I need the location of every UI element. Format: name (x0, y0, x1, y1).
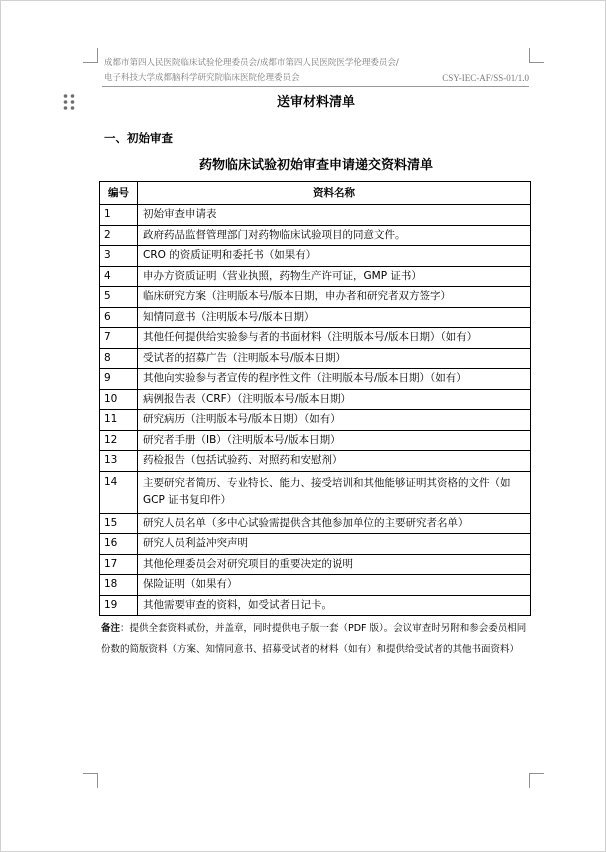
row-number: 13 (100, 451, 138, 472)
row-document-name: 受试者的招募广告（注明版本号/版本日期） (138, 348, 531, 369)
table-row (100, 225, 531, 246)
table-row (100, 451, 531, 472)
table-row (100, 410, 531, 431)
row-number: 11 (100, 410, 138, 431)
row-number: 8 (100, 348, 138, 369)
page-header-line-1: 成都市第四人民医院临床试验伦理委员会/成都市第四人民医院医学伦理委员会/ (104, 58, 399, 68)
row-document-name: 病例报告表（CRF）（注明版本号/版本日期） (138, 389, 531, 410)
row-number: 10 (100, 389, 138, 410)
row-number: 7 (100, 328, 138, 349)
row-document-name: 初始审查申请表 (138, 205, 531, 226)
table-row (100, 430, 531, 451)
table-row (100, 471, 531, 513)
row-document-name: 临床研究方案（注明版本号/版本日期，申办者和研究者双方签字） (138, 287, 531, 308)
table-row (100, 348, 531, 369)
row-number: 14 (100, 471, 138, 513)
row-number: 9 (100, 369, 138, 390)
table-row (100, 328, 531, 349)
margin-corner-mark (529, 48, 544, 63)
table-row (100, 575, 531, 596)
row-document-name: 其他伦理委员会对研究项目的重要决定的说明 (138, 554, 531, 575)
row-number: 3 (100, 246, 138, 267)
row-number: 2 (100, 225, 138, 246)
row-document-name: 政府药品监督管理部门对药物临床试验项目的同意文件。 (138, 225, 531, 246)
row-document-name: 主要研究者简历、专业特长、能力、接受培训和其他能够证明其资格的文件（如 GCP 证书复印件） (138, 471, 531, 513)
row-document-name: 申办方资质证明（营业执照，药物生产许可证，GMP 证书） (138, 266, 531, 287)
row-number: 5 (100, 287, 138, 308)
table-row (100, 287, 531, 308)
row-document-name: 研究人员利益冲突声明 (138, 534, 531, 555)
row-document-name: 其他任何提供给实验参与者的书面材料（注明版本号/版本日期）（如有） (138, 328, 531, 349)
row-document-name: 其他向实验参与者宣传的程序性文件（注明版本号/版本日期）（如有） (138, 369, 531, 390)
table-row (100, 389, 531, 410)
row-document-name: 保险证明（如果有） (138, 575, 531, 596)
row-number: 4 (100, 266, 138, 287)
row-document-name: 研究人员名单（多中心试验需提供含其他参加单位的主要研究者名单） (138, 513, 531, 534)
row-number: 17 (100, 554, 138, 575)
document-title: 送审材料清单 (276, 95, 355, 110)
note-paragraph (101, 618, 531, 660)
page-header-org: 电子科技大学成都脑科学研究院临床医院伦理委员会 (104, 73, 300, 83)
row-document-name: CRO 的资质证明和委托书（如果有） (138, 246, 531, 267)
table-row (100, 205, 531, 226)
row-document-name: 研究病历（注明版本号/版本日期）（如有） (138, 410, 531, 431)
table-row (100, 534, 531, 555)
table-row (100, 266, 531, 287)
table-row (100, 369, 531, 390)
materials-table (99, 181, 531, 616)
row-document-name: 药检报告（包括试验药、对照药和安慰剂） (138, 451, 531, 472)
row-document-name: 其他需要审查的资料，如受试者日记卡。 (138, 595, 531, 616)
column-header-number: 编号 (100, 182, 138, 205)
row-number: 12 (100, 430, 138, 451)
section-heading: 一、初始审查 (104, 131, 173, 145)
row-document-name: 研究者手册（IB）（注明版本号/版本日期） (138, 430, 531, 451)
header-rule (102, 86, 529, 87)
table-row (100, 246, 531, 267)
table-row (100, 554, 531, 575)
table-row (100, 595, 531, 616)
table-title: 药物临床试验初始审查申请递交资料清单 (198, 158, 433, 173)
note-text: ：提供全套资料贰份，并盖章，同时提供电子版一套（PDF 版）。会议审查时另附和参会委员相同份数的简版资料（方案、知情同意书、招募受试者的材料（如有）和提供给受试者的其他书面资料） (101, 623, 527, 655)
note-label: 备注 (101, 623, 121, 634)
row-number: 18 (100, 575, 138, 596)
column-header-name: 资料名称 (138, 182, 531, 205)
margin-corner-mark (529, 773, 544, 788)
table-row (100, 513, 531, 534)
drag-handle-icon[interactable] (62, 93, 76, 111)
table-body (100, 205, 531, 616)
margin-corner-mark (83, 48, 98, 63)
margin-corner-mark (83, 773, 98, 788)
row-number: 16 (100, 534, 138, 555)
row-number: 1 (100, 205, 138, 226)
table-row (100, 307, 531, 328)
row-number: 19 (100, 595, 138, 616)
row-document-name: 知情同意书（注明版本号/版本日期） (138, 307, 531, 328)
document-code: CSY-IEC-AF/SS-01/1.0 (442, 73, 529, 83)
row-number: 6 (100, 307, 138, 328)
page-header-line-2 (104, 73, 529, 84)
table-header-row (100, 182, 531, 205)
row-number: 15 (100, 513, 138, 534)
